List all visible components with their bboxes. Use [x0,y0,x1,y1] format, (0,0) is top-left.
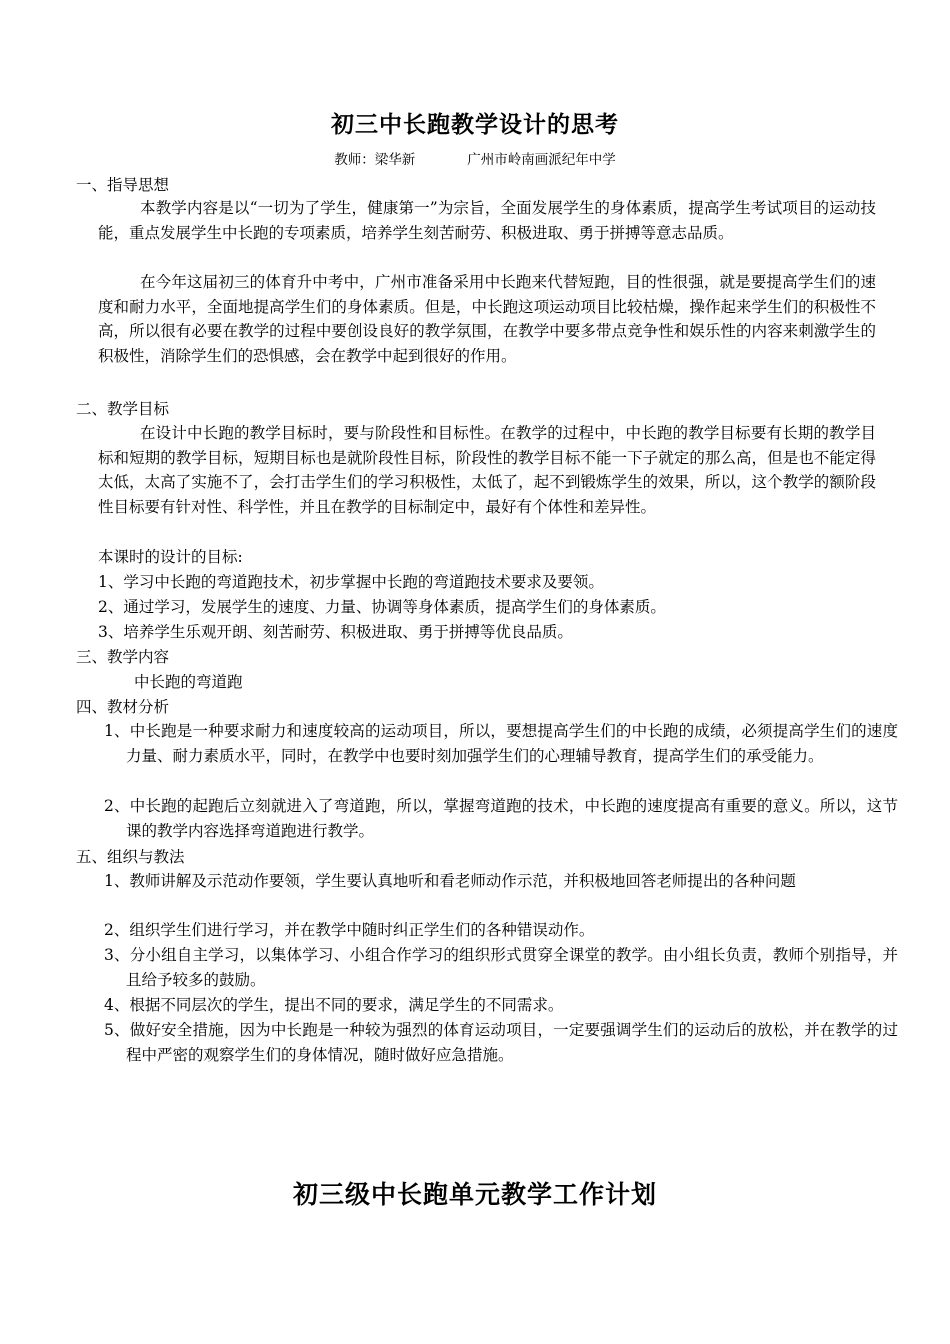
goal-item-2: 2、通过学习，发展学生的速度、力量、协调等身体素质，提高学生们的身体素质。 [98,598,666,616]
section-heading-teaching-content: 三、教学内容 [76,648,170,666]
method-item-4: 4、根据不同层次的学生，提出不同的要求，满足学生的不同需求。 [104,996,564,1014]
teacher-name: 教师：梁华新 [334,152,416,168]
section-heading-material-analysis: 四、教材分析 [76,698,170,716]
section-heading-guiding-ideology: 一、指导思想 [76,176,170,194]
goal-item-3: 3、培养学生乐观开朗、刻苦耐劳、积极进取、勇于拼搏等优良品质。 [98,623,573,641]
teaching-content-text: 中长跑的弯道跑 [134,673,243,691]
method-item-3: 3、分小组自主学习，以集体学习、小组合作学习的组织形式贯穿全课堂的教学。由小组长负责，教师个别指导，并且给予较多的鼓励。 [104,946,898,989]
author-line [0,148,950,168]
section-1-paragraph-2: 在今年这届初三的体育升中考中，广州市准备采用中长跑来代替短跑，目的性很强，就是要提高学生们的速度和耐力水平，全面地提高学生们的身体素质。但是，中长跑这项运动项目比较枯燥，操作起来学生们的积极性不高，所以很有必要在教学的过程中要创设良好的教学氛围，在教学中要多带点竞争性和娱乐性的内容来刺激学生的积极性，消除学生们的恐惧感，会在教学中起到很好的作用。 [98,273,876,365]
method-item-5: 5、做好安全措施，因为中长跑是一种较为强烈的体育运动项目，一定要强调学生们的运动后的放松，并在教学的过程中严密的观察学生们的身体情况，随时做好应急措施。 [104,1021,898,1064]
second-document-title: 初三级中长跑单元教学工作计划 [292,1180,657,1209]
goal-item-1: 1、学习中长跑的弯道跑技术，初步掌握中长跑的弯道跑技术要求及要领。 [98,573,604,591]
section-heading-teaching-goals: 二、教学目标 [76,400,170,418]
section-2-paragraph-1: 在设计中长跑的教学目标时，要与阶段性和目标性。在教学的过程中，中长跑的教学目标要有长期的教学目标和短期的教学目标，短期目标也是就阶段性目标，阶段性的教学目标不能一下子就定的那么高，但是也不能定得太低，太高了实施不了，会打击学生们的学习积极性，太低了，起不到锻炼学生的效果，所以，这个教学的额阶段性目标要有针对性、科学性，并且在教学的目标制定中，最好有个体性和差异性。 [98,424,876,516]
goals-intro: 本课时的设计的目标: [98,548,243,566]
analysis-item-1: 1、中长跑是一种要求耐力和速度较高的运动项目，所以，要想提高学生们的中长跑的成绩，必须提高学生们的速度力量、耐力素质水平，同时，在教学中也要时刻加强学生们的心理辅导教育，提高学生们的承受能力。 [104,722,898,765]
section-1-paragraph-1: 本教学内容是以“一切为了学生，健康第一”为宗旨，全面发展学生的身体素质，提高学生考试项目的运动技能，重点发展学生中长跑的专项素质，培养学生刻苦耐劳、积极进取、勇于拼搏等意志品质。 [98,199,876,242]
school-name: 广州市岭南画派纪年中学 [467,152,616,168]
method-item-1: 1、教师讲解及示范动作要领，学生要认真地听和看老师动作示范，并积极地回答老师提出的各种问题 [104,872,796,890]
document-title: 初三中长跑教学设计的思考 [331,111,619,138]
section-heading-organization-methods: 五、组织与教法 [76,848,185,866]
analysis-item-2: 2、中长跑的起跑后立刻就进入了弯道跑，所以，掌握弯道跑的技术，中长跑的速度提高有重要的意义。所以，这节课的教学内容选择弯道跑进行教学。 [104,797,898,840]
method-item-2: 2、组织学生们进行学习，并在教学中随时纠正学生们的各种错误动作。 [104,921,595,939]
